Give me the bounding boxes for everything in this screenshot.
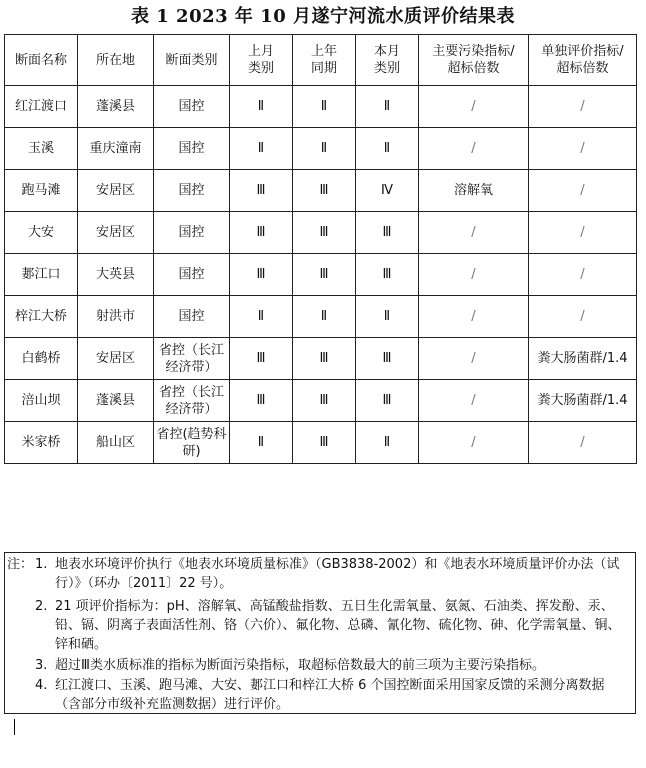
table-cell: 安居区 [78, 338, 154, 380]
header-cell [5, 35, 78, 86]
header-line: 超标倍数 [447, 61, 500, 76]
table-cell: 溶解氧 [419, 170, 529, 212]
table-cell: / [419, 380, 529, 422]
header-line: 超标倍数 [556, 61, 609, 76]
table-cell: 跑马滩 [5, 170, 78, 212]
table-cell: Ⅱ [230, 296, 293, 338]
table-cell: Ⅱ [293, 86, 356, 128]
table-cell: Ⅲ [230, 212, 293, 254]
table-cell: 船山区 [78, 422, 154, 464]
table-cell: 省控(趋势科研) [154, 422, 230, 464]
table-cell: 国控 [154, 296, 230, 338]
table-cell: Ⅲ [356, 212, 419, 254]
text-cursor [14, 719, 15, 735]
table-cell: 蓬溪县 [78, 380, 154, 422]
note-text: 超过Ⅲ类水质标准的指标为断面污染指标，取超标倍数最大的前三项为主要污染指标。 [55, 658, 545, 673]
header-cell [230, 35, 293, 86]
table-cell: / [529, 128, 637, 170]
header-line: 同期 [310, 61, 337, 76]
table-cell: 安居区 [78, 212, 154, 254]
table-cell: Ⅱ [356, 422, 419, 464]
table-cell: Ⅱ [230, 422, 293, 464]
table-cell: Ⅳ [356, 170, 419, 212]
table-cell: 重庆潼南 [78, 128, 154, 170]
table-cell: Ⅲ [356, 254, 419, 296]
table-cell: Ⅲ [230, 254, 293, 296]
table-row [5, 86, 637, 128]
table-cell: Ⅱ [356, 296, 419, 338]
table-cell: 大安 [5, 212, 78, 254]
header-line: 断面类别 [165, 52, 218, 68]
table-cell: 玉溪 [5, 128, 78, 170]
note-text: 红江渡口、玉溪、跑马滩、大安、郪江口和梓江大桥 6 个国控断面采用国家反馈的采测分离数据（含部分市级补充监测数据）进行评价。 [55, 678, 605, 712]
table-cell: / [529, 296, 637, 338]
note-item [5, 555, 629, 593]
table-cell: 白鹤桥 [5, 338, 78, 380]
table-cell: / [529, 170, 637, 212]
table-cell: 涪山坝 [5, 380, 78, 422]
header-line: 本月 [373, 44, 400, 59]
table-cell: / [419, 338, 529, 380]
notes-box [4, 552, 636, 714]
table-cell: Ⅲ [293, 422, 356, 464]
note-item [5, 597, 629, 654]
table-cell: / [419, 254, 529, 296]
header-line: 类别 [247, 61, 274, 76]
table-cell: 大英县 [78, 254, 154, 296]
header-line: 主要污染指标/ [432, 44, 515, 59]
table-cell: 国控 [154, 86, 230, 128]
header-cell [529, 35, 637, 86]
table-cell: / [419, 296, 529, 338]
table-cell: Ⅲ [230, 170, 293, 212]
note-text: 21 项评价指标为：pH、溶解氧、高锰酸盐指数、五日生化需氧量、氨氮、石油类、挥发酚、汞、铅、镉、阴离子表面活性剂、铬（六价）、氟化物、总磷、氰化物、硫化物、砷、化学需氧量、铜、锌和硒。 [55, 599, 621, 652]
table-cell: Ⅲ [356, 338, 419, 380]
header-line: 单独评价指标/ [541, 44, 624, 59]
table-cell: 郪江口 [5, 254, 78, 296]
table-title: 表 1 2023 年 10 月遂宁河流水质评价结果表 [130, 6, 515, 27]
table-cell: 米家桥 [5, 422, 78, 464]
table-cell: 省控（长江经济带） [154, 380, 230, 422]
table-cell: 蓬溪县 [78, 86, 154, 128]
header-line: 上年 [310, 44, 337, 59]
header-line: 断面名称 [14, 52, 67, 68]
table-cell: 红江渡口 [5, 86, 78, 128]
table-row [5, 128, 637, 170]
header-row [5, 35, 637, 86]
table-cell: Ⅲ [230, 380, 293, 422]
water-quality-table [4, 34, 637, 464]
table-cell: / [529, 86, 637, 128]
table-cell: 国控 [154, 128, 230, 170]
table-cell: Ⅲ [293, 170, 356, 212]
table-cell: Ⅲ [293, 338, 356, 380]
table-cell: 省控（长江经济带） [154, 338, 230, 380]
note-number: 1. [35, 557, 48, 572]
note-number: 2. [35, 599, 48, 614]
header-line: 类别 [373, 61, 400, 76]
table-row [5, 422, 637, 464]
note-text: 地表水环境评价执行《地表水环境质量标准》（GB3838-2002）和《地表水环境质量评价办法（试行）》（环办〔2011〕22 号）。 [55, 557, 620, 591]
table-cell: 粪大肠菌群/1.4 [529, 338, 637, 380]
header-cell [356, 35, 419, 86]
table-cell: 国控 [154, 212, 230, 254]
table-cell: 国控 [154, 170, 230, 212]
header-cell [78, 35, 154, 86]
table-cell: / [419, 128, 529, 170]
table-cell: / [419, 86, 529, 128]
note-item [5, 676, 629, 714]
notes-prefix: 注： [7, 557, 34, 572]
table-body [5, 86, 637, 464]
table-cell: / [529, 254, 637, 296]
table-cell: / [419, 422, 529, 464]
table-cell: / [529, 212, 637, 254]
table-cell: 梓江大桥 [5, 296, 78, 338]
header-line: 所在地 [95, 52, 135, 68]
table-cell: 安居区 [78, 170, 154, 212]
header-cell [293, 35, 356, 86]
header-line: 上月 [247, 44, 274, 59]
table-cell: Ⅱ [356, 86, 419, 128]
table-cell: Ⅱ [293, 128, 356, 170]
table-cell: Ⅲ [356, 380, 419, 422]
table-cell: / [529, 422, 637, 464]
table-cell: Ⅲ [293, 380, 356, 422]
table-cell: Ⅲ [293, 254, 356, 296]
table-cell: 射洪市 [78, 296, 154, 338]
note-item [5, 656, 629, 675]
table-row [5, 296, 637, 338]
note-number: 3. [35, 658, 48, 673]
table-cell: Ⅱ [356, 128, 419, 170]
note-number: 4. [35, 678, 48, 693]
table-cell: 国控 [154, 254, 230, 296]
table-cell: Ⅱ [230, 86, 293, 128]
table-row [5, 338, 637, 380]
table-cell: Ⅱ [293, 296, 356, 338]
table-row [5, 380, 637, 422]
table-cell: Ⅲ [230, 338, 293, 380]
table-cell: Ⅲ [293, 212, 356, 254]
header-cell [154, 35, 230, 86]
table-cell: Ⅱ [230, 128, 293, 170]
table-cell: / [419, 212, 529, 254]
header-cell [419, 35, 529, 86]
table-cell: 粪大肠菌群/1.4 [529, 380, 637, 422]
table-row [5, 212, 637, 254]
table-row [5, 254, 637, 296]
table-row [5, 170, 637, 212]
